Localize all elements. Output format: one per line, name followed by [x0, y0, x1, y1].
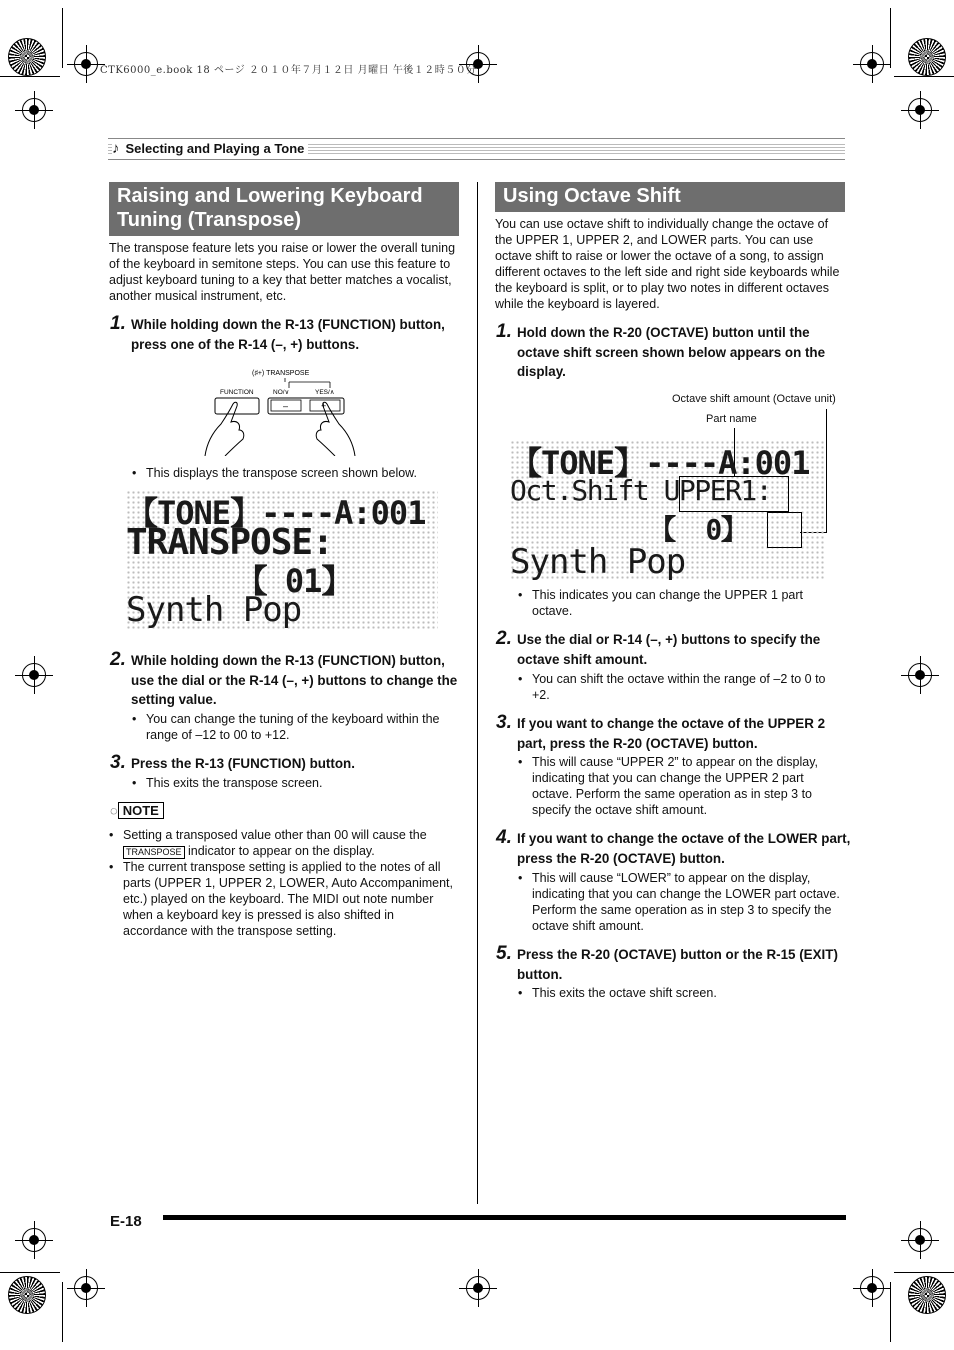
step-1-text: While holding down the R-13 (FUNCTION) button, press one of the R-14 (–, +) buttons.	[131, 317, 445, 352]
crosshair-mark	[466, 1276, 490, 1300]
yes-label: YES/∧	[315, 389, 335, 396]
crosshair-mark	[22, 663, 46, 687]
file-info-line: CTK6000_e.book 18 ページ ２０１０年７月１２日 月曜日 午後１２時５０分	[100, 65, 477, 76]
page-number: E-18	[110, 1213, 142, 1230]
crop-line	[0, 76, 60, 77]
step-3-text: Press the R-13 (FUNCTION) button.	[131, 756, 355, 771]
crosshair-mark	[860, 52, 884, 76]
crosshair-mark	[908, 98, 932, 122]
step-2-bullet: • You can shift the octave within the range of –2 to 0 to +2.	[518, 671, 846, 703]
no-label: NO/∨	[273, 389, 290, 396]
lcd-line-1: 【TONE】----A:001	[126, 494, 426, 532]
crop-line	[894, 76, 954, 77]
crop-line	[890, 8, 891, 68]
step-number: 1.	[496, 321, 512, 342]
callout-part-name: Part name	[706, 413, 757, 425]
column-divider	[477, 182, 478, 1204]
step-5-bullet: • This exits the octave shift screen.	[518, 985, 846, 1001]
crop-line	[0, 1272, 60, 1273]
step-1-text: Hold down the R-20 (OCTAVE) button until the octave shift screen shown below appears on the display.	[517, 325, 826, 379]
transpose-indicator-icon: TRANSPOSE	[123, 846, 185, 859]
crosshair-mark	[74, 52, 98, 76]
footer-rule	[163, 1215, 846, 1220]
note-1: • Setting a transposed value other than 00 will cause the TRANSPOSE indicator to appear on the display.	[109, 827, 461, 859]
crosshair-mark	[860, 1276, 884, 1300]
step-1-bullet: • This indicates you can change the UPPER 1 part octave.	[518, 587, 846, 619]
registration-starburst-bottom-left	[8, 1276, 46, 1314]
step-number: 5.	[496, 943, 512, 964]
step-1-bullet: • This displays the transpose screen shown below.	[132, 465, 462, 481]
lcd-line-2: TRANSPOSE:	[126, 522, 333, 563]
lightbulb-icon: ◌	[110, 803, 118, 818]
right-intro: You can use octave shift to individually change the octave of the UPPER 1, UPPER 2, and LOWER parts. You can use octave shift to raise or lower the octave of a song, to assign different octaves to the left side and right side keyboards while the keyboard is split, or to play two notes in different octaves while the keyboard is layered.	[495, 217, 840, 311]
registration-starburst-bottom-right	[908, 1276, 946, 1314]
crop-line	[890, 1282, 891, 1342]
plus-glyph: +	[321, 401, 327, 411]
crop-line	[62, 1282, 63, 1342]
lcd-line-4: Synth Pop	[126, 590, 302, 630]
step-2-text: Use the dial or R-14 (–, +) buttons to specify the octave shift amount.	[517, 632, 821, 667]
step-number: 1.	[110, 313, 126, 334]
step-number: 3.	[496, 712, 512, 733]
step-4-text: If you want to change the octave of the LOWER part, press the R-20 (OCTAVE) button.	[517, 831, 851, 866]
section-header-bar	[108, 138, 845, 160]
crop-line	[62, 8, 63, 68]
step-3-bullet: • This exits the transpose screen.	[132, 775, 462, 791]
lcd-line-4: Synth Pop	[510, 542, 686, 582]
transpose-label: (♯+) TRANSPOSE	[252, 370, 310, 377]
step-number: 4.	[496, 827, 512, 848]
step-number: 2.	[496, 628, 512, 649]
minus-glyph: –	[283, 401, 289, 411]
callout-octave-amount: Octave shift amount (Octave unit)	[672, 393, 836, 405]
registration-starburst-top-left	[8, 38, 46, 76]
note-2: • The current transpose setting is applied to the notes of all parts (UPPER 1, UPPER 2, LOWER, Auto Accompaniment, etc.) played on the keyboard. The MIDI out note number when a keyboard key is pressed is also shifted in accordance with the transpose setting.	[109, 859, 461, 939]
lcd-line-1: 【TONE】----A:001	[510, 444, 810, 482]
section-title: Selecting and Playing a Tone	[125, 141, 305, 156]
step-2-text: While holding down the R-13 (FUNCTION) button, use the dial or the R-14 (–, +) buttons to change the setting value.	[131, 653, 458, 707]
note-label: ◌ NOTE	[110, 803, 164, 818]
button-panel-illustration	[185, 364, 375, 456]
step-2-bullet: • You can change the tuning of the keyboard within the range of –12 to 00 to +12.	[132, 711, 462, 743]
crosshair-mark	[908, 1228, 932, 1252]
lcd-line-3: 【 0】	[510, 513, 748, 546]
lcd-line-3: 【 01】	[126, 562, 353, 600]
music-note-icon: ♪	[112, 140, 120, 157]
step-5-text: Press the R-20 (OCTAVE) button or the R-15 (EXIT) button.	[517, 947, 838, 982]
lcd-line-2: Oct.Shift UPPER1:	[510, 474, 772, 507]
left-heading: Raising and Lowering Keyboard Tuning (Transpose)	[109, 182, 459, 236]
step-number: 2.	[110, 649, 126, 670]
part-name-highlight	[679, 476, 789, 512]
step-number: 3.	[110, 752, 126, 773]
crop-line	[894, 1272, 954, 1273]
crosshair-mark	[22, 1228, 46, 1252]
octave-amount-highlight	[767, 512, 802, 548]
registration-starburst-top-right	[908, 38, 946, 76]
left-intro: The transpose feature lets you raise or lower the overall tuning of the keyboard in semitone steps. You can use this feature to adjust keyboard tuning to a key that better matches a vocalist, another musical instrument, etc.	[109, 241, 456, 303]
step-3-text: If you want to change the octave of the UPPER 2 part, press the R-20 (OCTAVE) button.	[517, 716, 826, 751]
crosshair-mark	[22, 98, 46, 122]
step-4-bullet: • This will cause “LOWER” to appear on the display, indicating that you can change the LOWER part octave. Perform the same operation as in step 3 to specify the octave shift amount.	[518, 870, 846, 934]
crosshair-mark	[74, 1276, 98, 1300]
right-heading: Using Octave Shift	[495, 182, 845, 212]
step-3-bullet: • This will cause “UPPER 2” to appear on the display, indicating that you can change the UPPER 2 part octave. Perform the same operation as in step 3 to specify the octave shift amount.	[518, 754, 846, 818]
function-label: FUNCTION	[220, 389, 254, 396]
transpose-lcd-display	[126, 490, 438, 630]
crosshair-mark	[908, 663, 932, 687]
callout-line	[826, 409, 827, 533]
